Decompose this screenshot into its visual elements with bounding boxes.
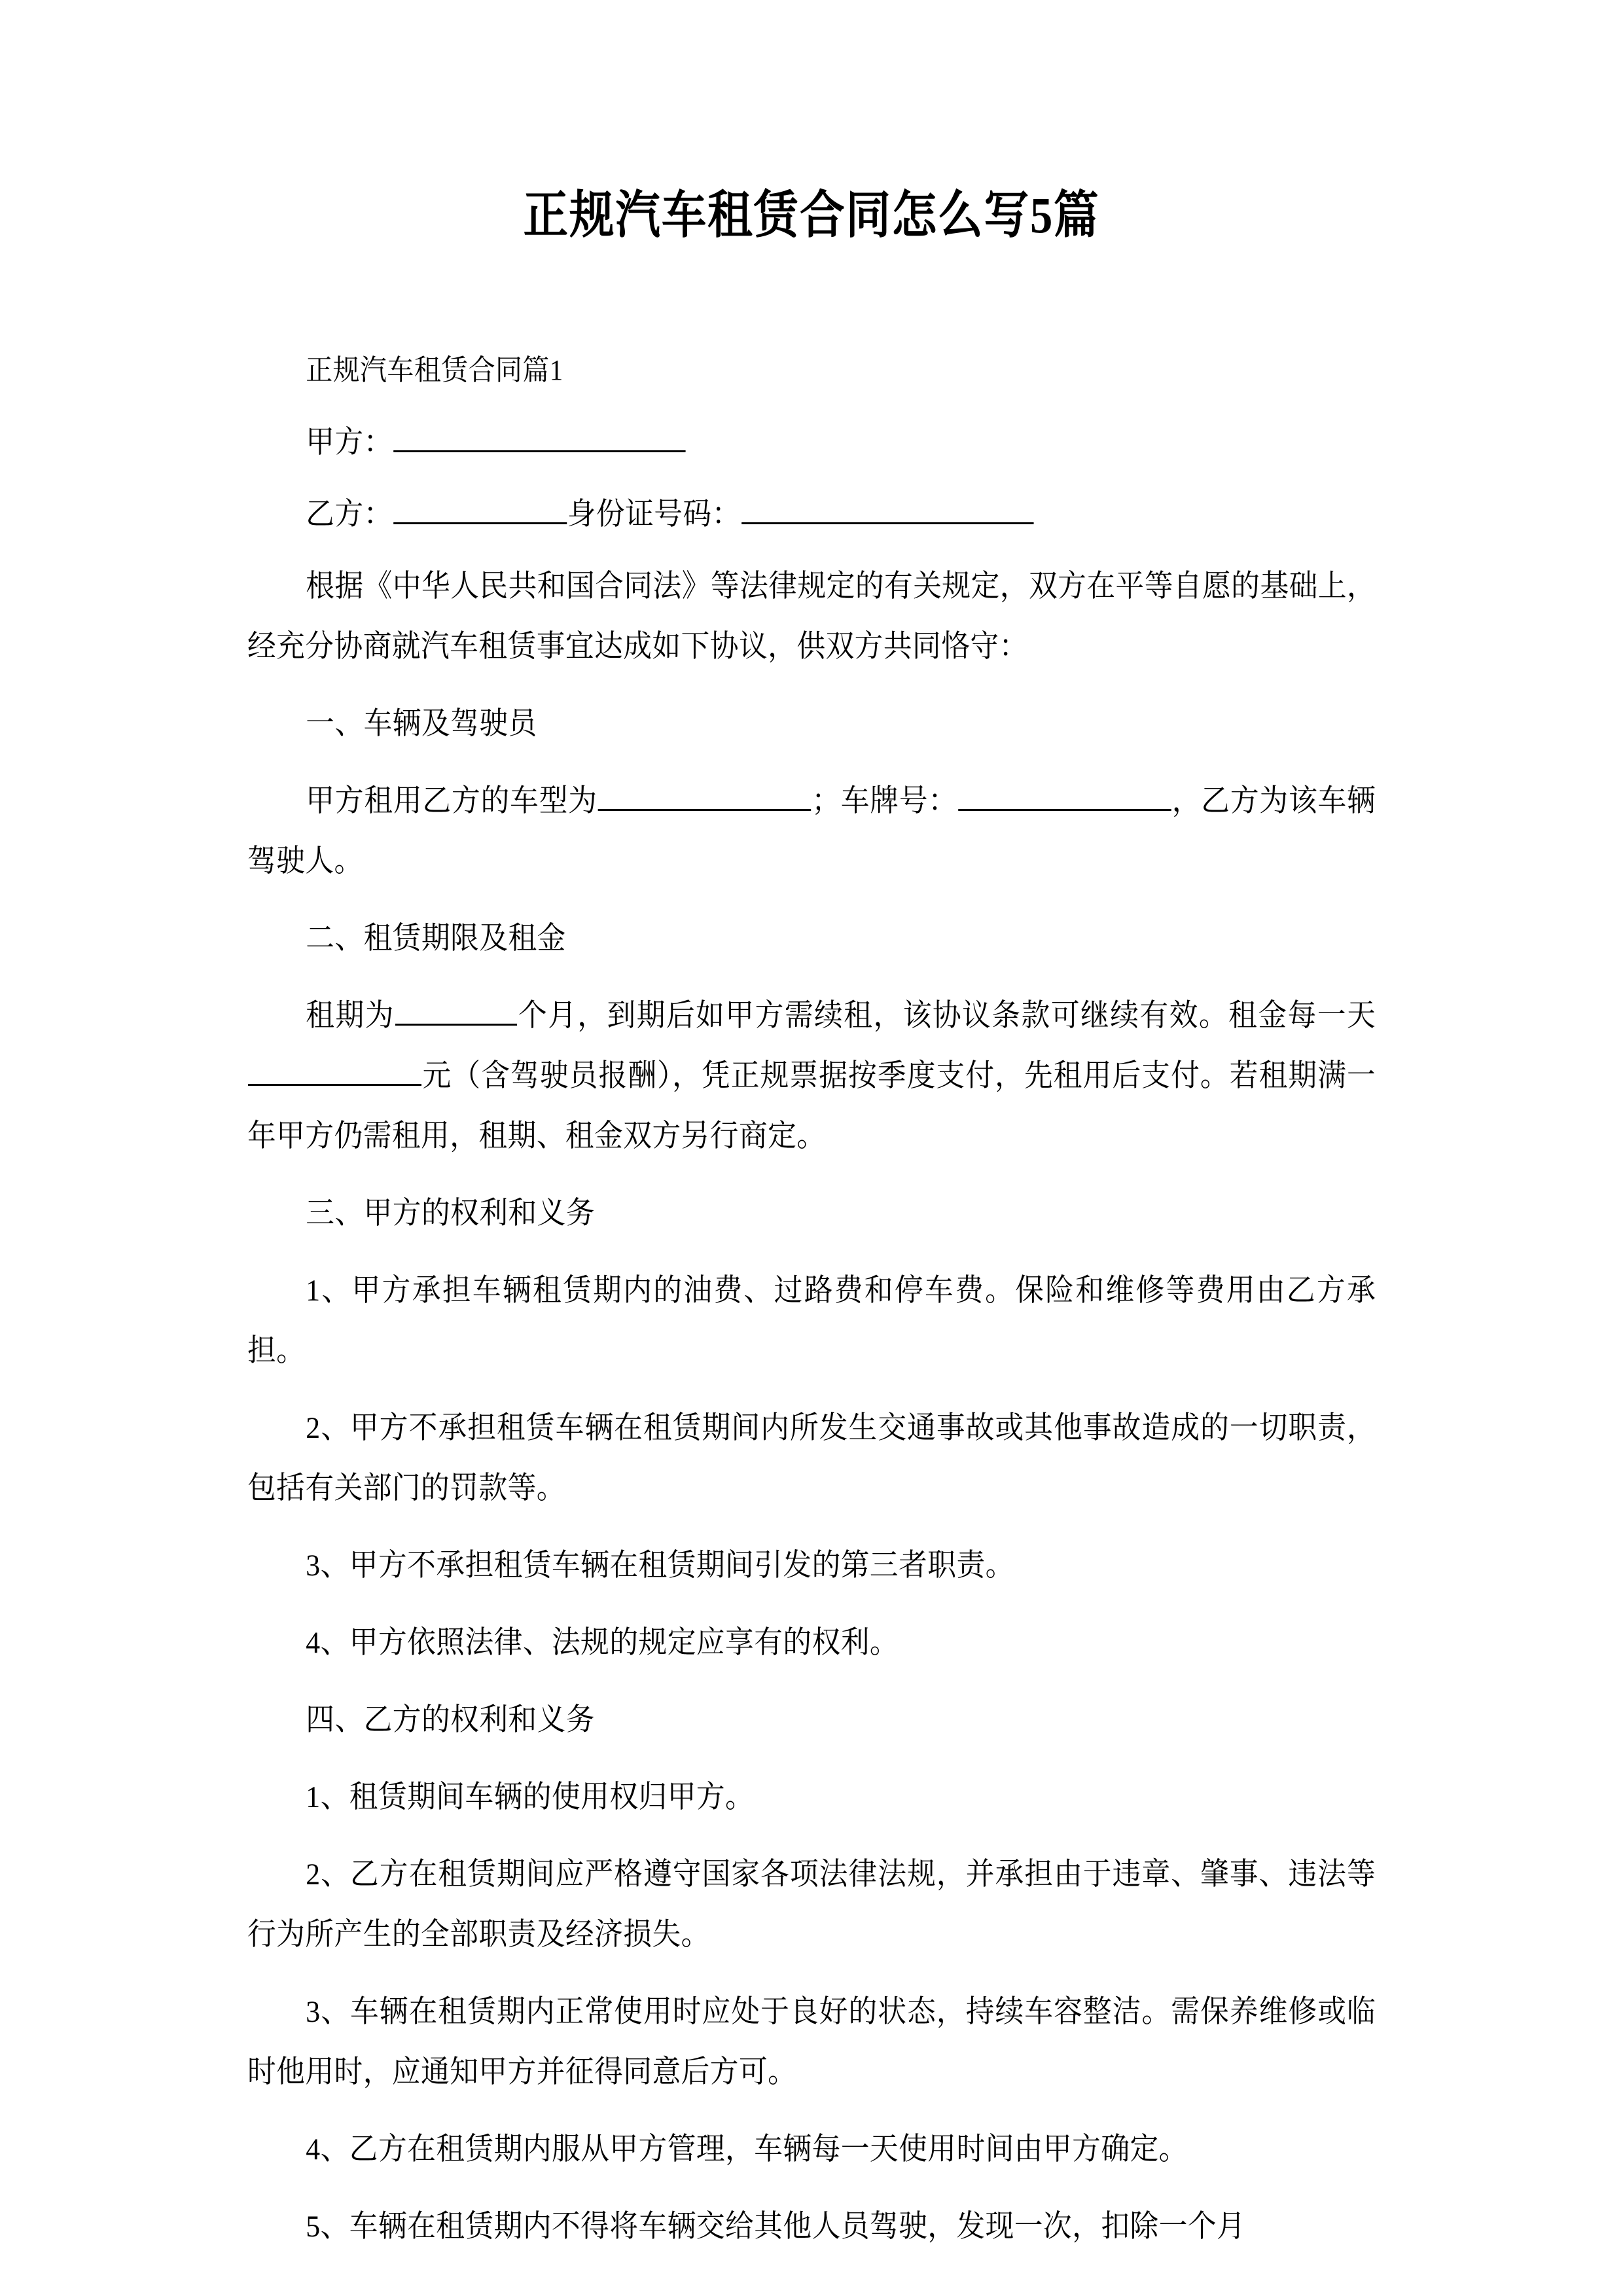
spacer (247, 1244, 1376, 1261)
spacer (247, 754, 1376, 771)
vehicle-model-blank[interactable] (598, 781, 812, 811)
party-b-blank[interactable] (393, 495, 567, 524)
page-title: 正规汽车租赁合同怎么写5篇 (523, 187, 1100, 243)
section-4-item-5: 5、车辆在租赁期内不得将车辆交给其他人员驾驶，发现一次，扣除一个月 (306, 2210, 1246, 2244)
spacer (247, 969, 1376, 986)
section-4-item-2: 2、乙方在租赁期间应严格遵守国家各项法律法规，并承担由于违章、肇事、违法等行为所产生的全部职责及经济损失。 (247, 1857, 1376, 1952)
plate-number-blank[interactable] (958, 781, 1171, 811)
section-4-item-4: 4、乙方在租赁期内服从甲方管理，车辆每一天使用时间由甲方确定。 (306, 2132, 1188, 2166)
document-body (247, 340, 1376, 2257)
preamble-paragraph: 根据《中华人民共和国合同法》等法律规定的有关规定，双方在平等自愿的基础上，经充分协商就汽车租赁事宜达成如下协议，供双方共同恪守： (247, 569, 1376, 664)
section-4-item-3: 3、车辆在租赁期内正常使用时应处于良好的状态，持续车容整洁。需保养维修或临时他用时，应通知甲方并征得同意后方可。 (247, 1995, 1376, 2089)
rent-period-blank[interactable] (395, 996, 517, 1026)
party-b-label: 乙方： (306, 497, 393, 531)
vehicle-info-paragraph (247, 771, 1376, 891)
rent-tail-text: 元（含驾驶员报酬），凭正规票据按季度支付，先租用后支付。若租期满一年甲方仍需租用，租期、租金双方另行商定。 (247, 1059, 1376, 1153)
rent-period-label: 租期为 (306, 999, 395, 1033)
spacer (247, 473, 1376, 484)
party-a-blank[interactable] (393, 423, 685, 452)
rent-middle-text: 个月，到期后如甲方需续租，该协议条款可继续有效。租金每一天 (517, 999, 1376, 1033)
vehicle-model-label: 甲方租用乙方的车型为 (306, 784, 597, 818)
section-3-item-4: 4、甲方依照法律、法规的规定应享有的权利。 (306, 1626, 899, 1660)
vehicle-driver-text: ，乙方为该车辆驾驶人。 (247, 784, 1376, 878)
spacer (247, 2179, 1376, 2197)
spacer (247, 545, 1376, 556)
party-a-line (247, 412, 1376, 473)
section-3-item-3: 3、甲方不承担租赁车辆在租赁期间引发的第三者职责。 (306, 1549, 1014, 1583)
section-heading-3: 三、甲方的权利和义务 (306, 1196, 596, 1230)
spacer (247, 1518, 1376, 1535)
id-number-label: 身份证号码： (567, 497, 741, 531)
spacer (247, 677, 1376, 694)
section-4-item-1: 1、租赁期间车辆的使用权归甲方。 (306, 1780, 755, 1814)
spacer (247, 891, 1376, 908)
spacer (247, 2102, 1376, 2119)
spacer (247, 1965, 1376, 1982)
spacer (247, 1596, 1376, 1613)
section-heading-4: 四、乙方的权利和义务 (306, 1703, 596, 1737)
id-number-blank[interactable] (741, 495, 1033, 524)
section-heading-1: 一、车辆及驾驶员 (306, 707, 537, 741)
party-a-label: 甲方： (306, 425, 393, 459)
party-b-line (247, 484, 1376, 545)
section-heading-2: 二、租赁期限及租金 (306, 922, 566, 956)
spacer (247, 1166, 1376, 1183)
spacer (247, 1673, 1376, 1690)
spacer (247, 401, 1376, 412)
daily-rent-blank[interactable] (248, 1056, 421, 1086)
rent-terms-paragraph (247, 986, 1376, 1166)
section-3-item-2: 2、甲方不承担租赁车辆在租赁期间内所发生交通事故或其他事故造成的一切职责，包括有关部门的罚款等。 (247, 1411, 1376, 1505)
spacer (247, 1827, 1376, 1844)
document-subtitle: 正规汽车租赁合同篇1 (306, 354, 563, 386)
spacer (247, 1381, 1376, 1398)
section-3-item-1: 1、甲方承担车辆租赁期内的油费、过路费和停车费。保险和维修等费用由乙方承担。 (247, 1274, 1376, 1368)
plate-number-label: ；车牌号： (812, 784, 957, 818)
spacer (247, 1750, 1376, 1767)
